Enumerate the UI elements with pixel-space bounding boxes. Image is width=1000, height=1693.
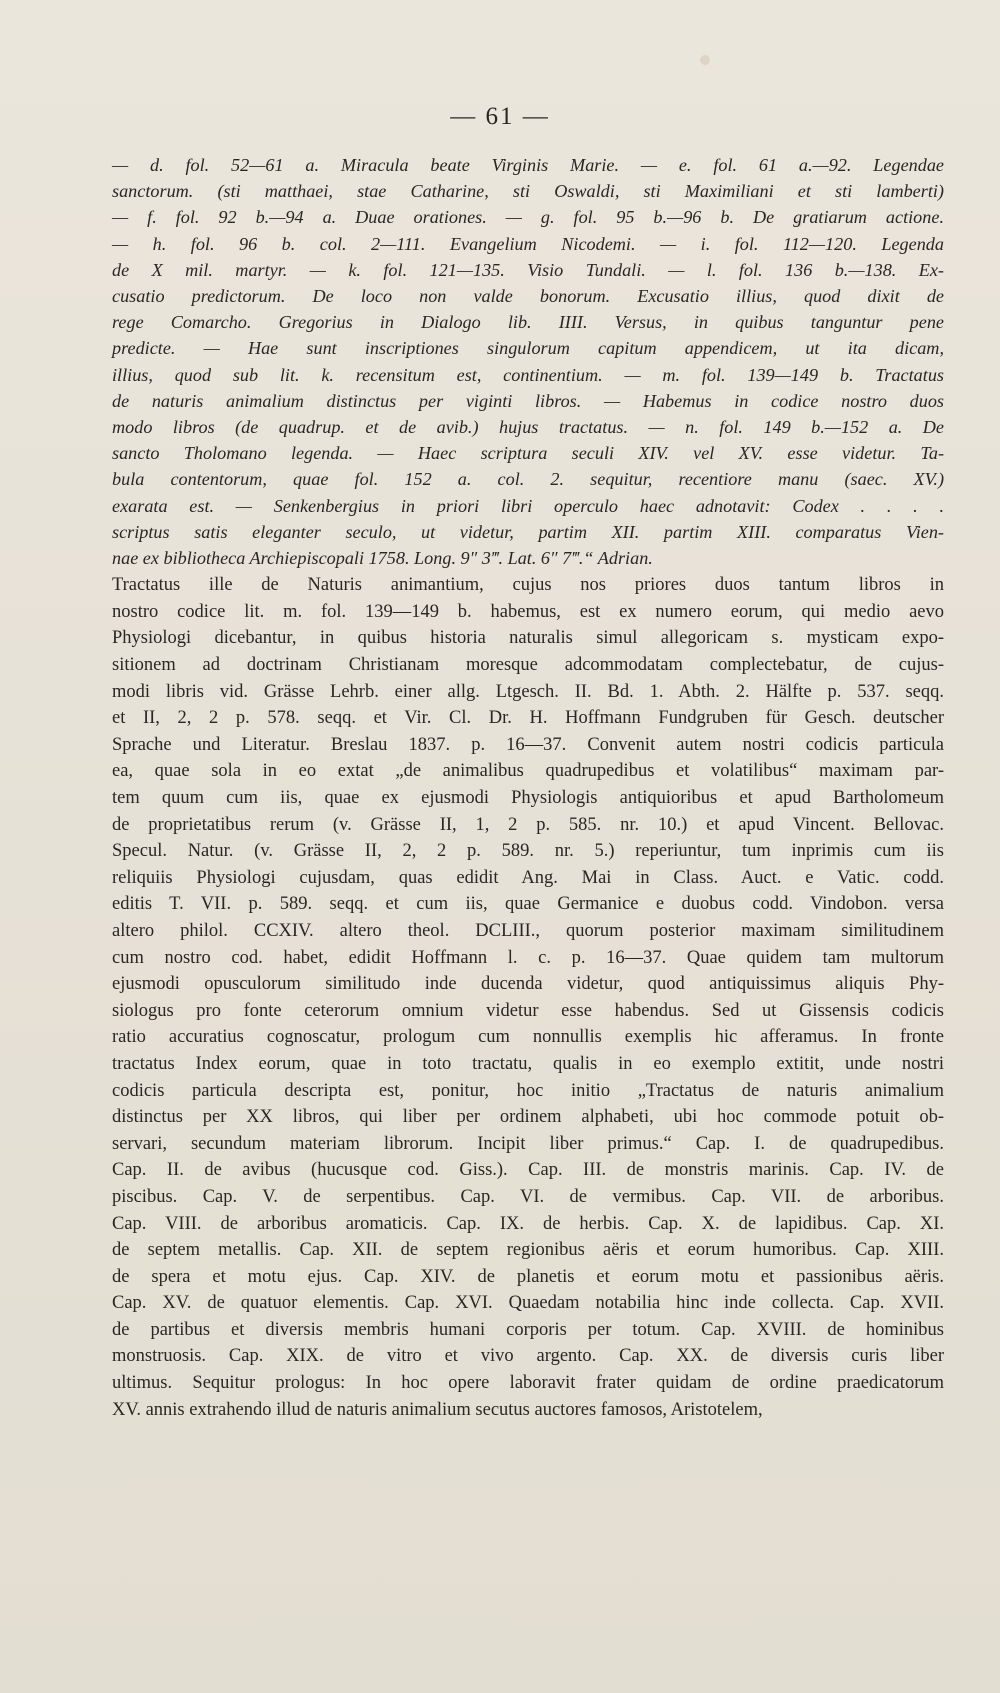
text-line: ea, quae sola in eo extat „de animalibus quadrupedibus et volatilibus“ maximam par- — [112, 761, 944, 782]
text-line: nae ex bibliotheca Archiepiscopali 1758. Long. 9″ 3‴. Lat. 6″ 7‴.“ Adrian. — [112, 548, 653, 569]
paper-stain — [700, 55, 710, 65]
text-line: rege Comarcho. Gregorius in Dialogo lib. IIII. Versus, in quibus tanguntur pene — [112, 312, 944, 333]
text-line: bula contentorum, quae fol. 152 a. col. 2. sequitur, recentiore manu (saec. XV.) — [112, 469, 944, 490]
text-line: de X mil. martyr. — k. fol. 121—135. Visio Tundali. — l. fol. 136 b.—138. Ex- — [112, 259, 944, 280]
text-line: cusatio predictorum. De loco non valde bonorum. Excusatio illius, quod dixit de — [112, 286, 944, 307]
text-line: altero philol. CCXIV. altero theol. DCLIII., quorum posterior maximam similitudinem — [112, 920, 944, 941]
text-line: ratio accuratius cognoscatur, prologum cum nonnullis exemplis hic afferamus. In fronte — [112, 1027, 944, 1048]
text-line: — d. fol. 52—61 a. Miracula beate Virginis Marie. — e. fol. 61 a.—92. Legendae — [112, 155, 944, 175]
text-line: Tractatus ille de Naturis animantium, cujus nos priores duos tantum libros in — [112, 575, 944, 596]
page-number: — 61 — — [450, 103, 550, 130]
text-line: monstruosis. Cap. XIX. de vitro et vivo argento. Cap. XX. de diversis curis liber — [112, 1346, 944, 1367]
text-line: de partibus et diversis membris humani corporis per totum. Cap. XVIII. de hominibus — [112, 1319, 944, 1340]
text-line: Cap. VIII. de arboribus aromaticis. Cap. IX. de herbis. Cap. X. de lapidibus. Cap. XI. — [112, 1213, 944, 1234]
text-line: exarata est. — Senkenbergius in priori libri operculo haec adnotavit: Codex . . . . — [112, 495, 944, 516]
text-line: modi libris vid. Grässe Lehrb. einer allg. Ltgesch. II. Bd. 1. Abth. 2. Hälfte p. 537. seqq. — [112, 681, 944, 702]
text-line: editis T. VII. p. 589. seqq. et cum iis, quae Germanice e duobus codd. Vindobon. versa — [112, 894, 944, 915]
text-line: ejusmodi opusculorum similitudo inde ducenda videtur, quod antiquissimus aliquis Phy- — [112, 974, 944, 995]
text-line: de proprietatibus rerum (v. Grässe II, 1, 2 p. 585. nr. 10.) et apud Vincent. Bellovac. — [112, 814, 944, 835]
text-line: Physiologi dicebantur, in quibus historia naturalis simul allegoricam s. mysticam expo- — [112, 628, 944, 649]
main-text — [112, 572, 944, 1423]
text-line: XV. annis extrahendo illud de naturis animalium secutus auctores famosos, Aristotelem, — [112, 1399, 763, 1420]
text-line: distinctus per XX libros, qui liber per ordinem alphabeti, ubi hoc commode potuit ob- — [112, 1107, 944, 1128]
text-line: illius, quod sub lit. k. recensitum est, continentium. — m. fol. 139—149 b. Tractatus — [112, 364, 944, 385]
text-line: scriptus satis eleganter seculo, ut videtur, partim XII. partim XIII. comparatus Vien- — [112, 521, 944, 542]
text-line: Cap. XV. de quatuor elementis. Cap. XVI. Quaedam notabilia hinc inde collecta. Cap. XVII. — [112, 1293, 944, 1314]
text-line: servari, secundum materiam librorum. Incipit liber primus.“ Cap. I. de quadrupedibus. — [112, 1133, 944, 1154]
text-line: modo libros (de quadrup. et de avib.) hujus tractatus. — n. fol. 149 b.—152 a. De — [112, 417, 944, 438]
text-line: Sprache und Literatur. Breslau 1837. p. 16—37. Convenit autem nostri codicis particula — [112, 734, 944, 755]
text-line: de spera et motu ejus. Cap. XIV. de planetis et eorum motu et passionibus aëris. — [112, 1266, 944, 1287]
text-line: predicte. — Hae sunt inscriptiones singulorum capitum appendicem, ut ita dicam, — [112, 338, 944, 359]
text-line: et II, 2, 2 p. 578. seqq. et Vir. Cl. Dr. H. Hoffmann Fundgruben für Gesch. deutscher — [112, 708, 944, 729]
manuscript-contents-note — [112, 152, 944, 571]
text-line: de naturis animalium distinctus per viginti libros. — Habemus in codice nostro duos — [112, 390, 944, 411]
text-line: ultimus. Sequitur prologus: In hoc opere laboravit frater quidam de ordine praedicatorum — [112, 1373, 944, 1394]
text-line: — f. fol. 92 b.—94 a. Duae orationes. — g. fol. 95 b.—96 b. De gratiarum actione. — [112, 207, 944, 228]
text-line: Cap. II. de avibus (hucusque cod. Giss.). Cap. III. de monstris marinis. Cap. IV. de — [112, 1160, 944, 1181]
text-line: reliquiis Physiologi cujusdam, quas edidit Ang. Mai in Class. Auct. e Vatic. codd. — [112, 867, 944, 888]
text-line: de septem metallis. Cap. XII. de septem regionibus aëris et eorum humoribus. Cap. XIII. — [112, 1240, 944, 1261]
text-line: codicis particula descripta est, ponitur, hoc initio „Tractatus de naturis animalium — [112, 1080, 944, 1101]
text-line: sanctorum. (sti matthaei, stae Catharine, sti Oswaldi, sti Maximiliani et sti lamberti) — [112, 181, 944, 202]
text-line: piscibus. Cap. V. de serpentibus. Cap. VI. de vermibus. Cap. VII. de arboribus. — [112, 1186, 944, 1207]
page-body — [112, 152, 944, 1423]
text-line: tractatus Index eorum, quae in toto tractatu, qualis in eo exemplo extitit, unde nostri — [112, 1053, 944, 1074]
text-line: cum nostro cod. habet, edidit Hoffmann l. c. p. 16—37. Quae quidem tam multorum — [112, 947, 944, 968]
text-line: — h. fol. 96 b. col. 2—111. Evangelium Nicodemi. — i. fol. 112—120. Legenda — [112, 233, 944, 254]
text-line: sitionem ad doctrinam Christianam moresque adcommodatam complectebatur, de cujus- — [112, 655, 944, 676]
text-line: tem quum cum iis, quae ex ejusmodi Physiologis antiquioribus et apud Bartholomeum — [112, 788, 944, 808]
text-line: siologus pro fonte ceterorum omnium videtur esse habendus. Sed ut Gissensis codicis — [112, 1000, 944, 1021]
text-line: nostro codice lit. m. fol. 139—149 b. habemus, est ex numero eorum, qui medio aevo — [112, 601, 944, 622]
text-line: Specul. Natur. (v. Grässe II, 2, 2 p. 589. nr. 5.) reperiuntur, tum inprimis cum iis — [112, 841, 944, 862]
text-line: sancto Tholomano legenda. — Haec scriptura seculi XIV. vel XV. esse videtur. Ta- — [112, 443, 944, 464]
